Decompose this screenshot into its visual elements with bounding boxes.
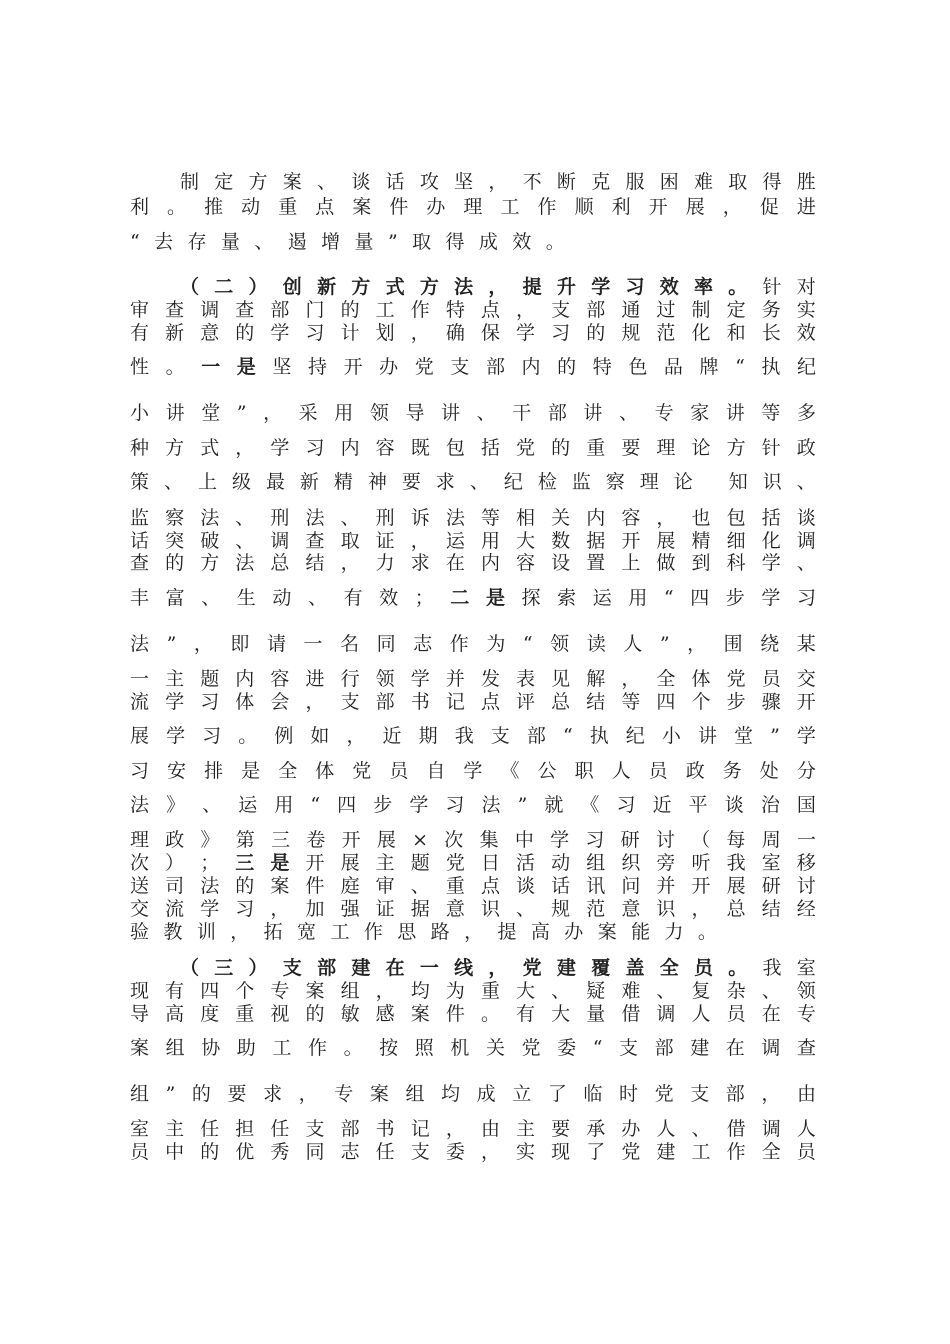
text-line: 法 ” ， 即 请 一 名 同 志 作 为 “ 领 读 人 ” ， 围 绕 某 <box>130 633 816 655</box>
text-line: 次 ） ； 三 是 开 展 主 题 党 日 活 动 组 织 旁 听 我 室 移 <box>130 852 816 874</box>
text-line: 查 的 方 法 总 结 ， 力 求 在 内 容 设 置 上 做 到 科 学 、 <box>130 552 816 574</box>
text-line: 有 新 意 的 学 习 计 划 ， 确 保 学 习 的 规 范 化 和 长 效 <box>130 322 816 344</box>
text-line: 利 。 推 动 重 点 案 件 办 理 工 作 顺 利 开 展 ， 促 进 <box>130 196 816 218</box>
text-line: 送 司 法 的 案 件 庭 审 、 重 点 谈 话 讯 问 并 开 展 研 讨 <box>130 875 816 897</box>
text-line: 审 查 调 查 部 门 的 工 作 特 点 ， 支 部 通 过 制 定 务 实 <box>130 299 816 321</box>
text-line: 理 政 》 第 三 卷 开 展 × 次 集 中 学 习 研 讨 （ 每 周 一 <box>130 829 816 851</box>
text-line: 流 学 习 体 会 ， 支 部 书 记 点 评 总 结 等 四 个 步 骤 开 <box>130 691 816 713</box>
text-line: 室 主 任 担 任 支 部 书 记 ， 由 主 要 承 办 人 、 借 调 人 <box>130 1118 816 1140</box>
text-line: （ 二 ） 创 新 方 式 方 法 ， 提 升 学 习 效 率 。 针 对 <box>180 276 816 298</box>
text-line: 话 突 破 、 调 查 取 证 ， 运 用 大 数 据 开 展 精 细 化 调 <box>130 530 816 552</box>
text-line: 验 教 训 ， 拓 宽 工 作 思 路 ， 提 高 办 案 能 力 。 <box>130 921 717 943</box>
text-line: 丰 富 、 生 动 、 有 效 ； 二 是 探 索 运 用 “ 四 步 学 习 <box>130 587 816 609</box>
text-line: 性 。 一 是 坚 持 开 办 党 支 部 内 的 特 色 品 牌 “ 执 纪 <box>130 356 816 378</box>
text-line: 案 组 协 助 工 作 。 按 照 机 关 党 委 “ 支 部 建 在 调 查 <box>130 1037 816 1059</box>
text-line: 交 流 学 习 ， 加 强 证 据 意 识 、 规 范 意 识 ， 总 结 经 <box>130 898 816 920</box>
text-line: “ 去 存 量 、 遏 增 量 ” 取 得 成 效 。 <box>130 231 565 253</box>
text-line: 组 ” 的 要 求 ， 专 案 组 均 成 立 了 临 时 党 支 部 ， 由 <box>130 1083 816 1105</box>
text-line: 员 中 的 优 秀 同 志 任 支 委 ， 实 现 了 党 建 工 作 全 员 <box>130 1141 816 1163</box>
text-line: （ 三 ） 支 部 建 在 一 线 ， 党 建 覆 盖 全 员 。 我 室 <box>180 957 816 979</box>
text-line: 法 》 、 运 用 “ 四 步 学 习 法 ” 就 《 习 近 平 谈 治 国 <box>130 794 816 816</box>
text-line: 监 察 法 、 刑 法 、 刑 诉 法 等 相 关 内 容 ， 也 包 括 谈 <box>130 507 816 529</box>
text-line: 小 讲 堂 ” ， 采 用 领 导 讲 、 干 部 讲 、 专 家 讲 等 多 <box>130 402 816 424</box>
text-line: 展 学 习 。 例 如 ， 近 期 我 支 部 “ 执 纪 小 讲 堂 ” 学 <box>130 725 816 747</box>
text-line: 现 有 四 个 专 案 组 ， 均 为 重 大 、 疑 难 、 复 杂 、 领 <box>130 980 816 1002</box>
text-line: 习 安 排 是 全 体 党 员 自 学 《 公 职 人 员 政 务 处 分 <box>130 760 816 782</box>
text-line: 导 高 度 重 视 的 敏 感 案 件 。 有 大 量 借 调 人 员 在 专 <box>130 1003 816 1025</box>
text-line: 一 主 题 内 容 进 行 领 学 并 发 表 见 解 ， 全 体 党 员 交 <box>130 668 816 690</box>
text-line: 策 、 上 级 最 新 精 神 要 求 、 纪 检 监 察 理 论 知 识 、 <box>130 471 816 493</box>
text-line: 种 方 式 ， 学 习 内 容 既 包 括 党 的 重 要 理 论 方 针 政 <box>130 437 816 459</box>
text-line: 制 定 方 案 、 谈 话 攻 坚 ， 不 断 克 服 困 难 取 得 胜 <box>180 171 816 193</box>
